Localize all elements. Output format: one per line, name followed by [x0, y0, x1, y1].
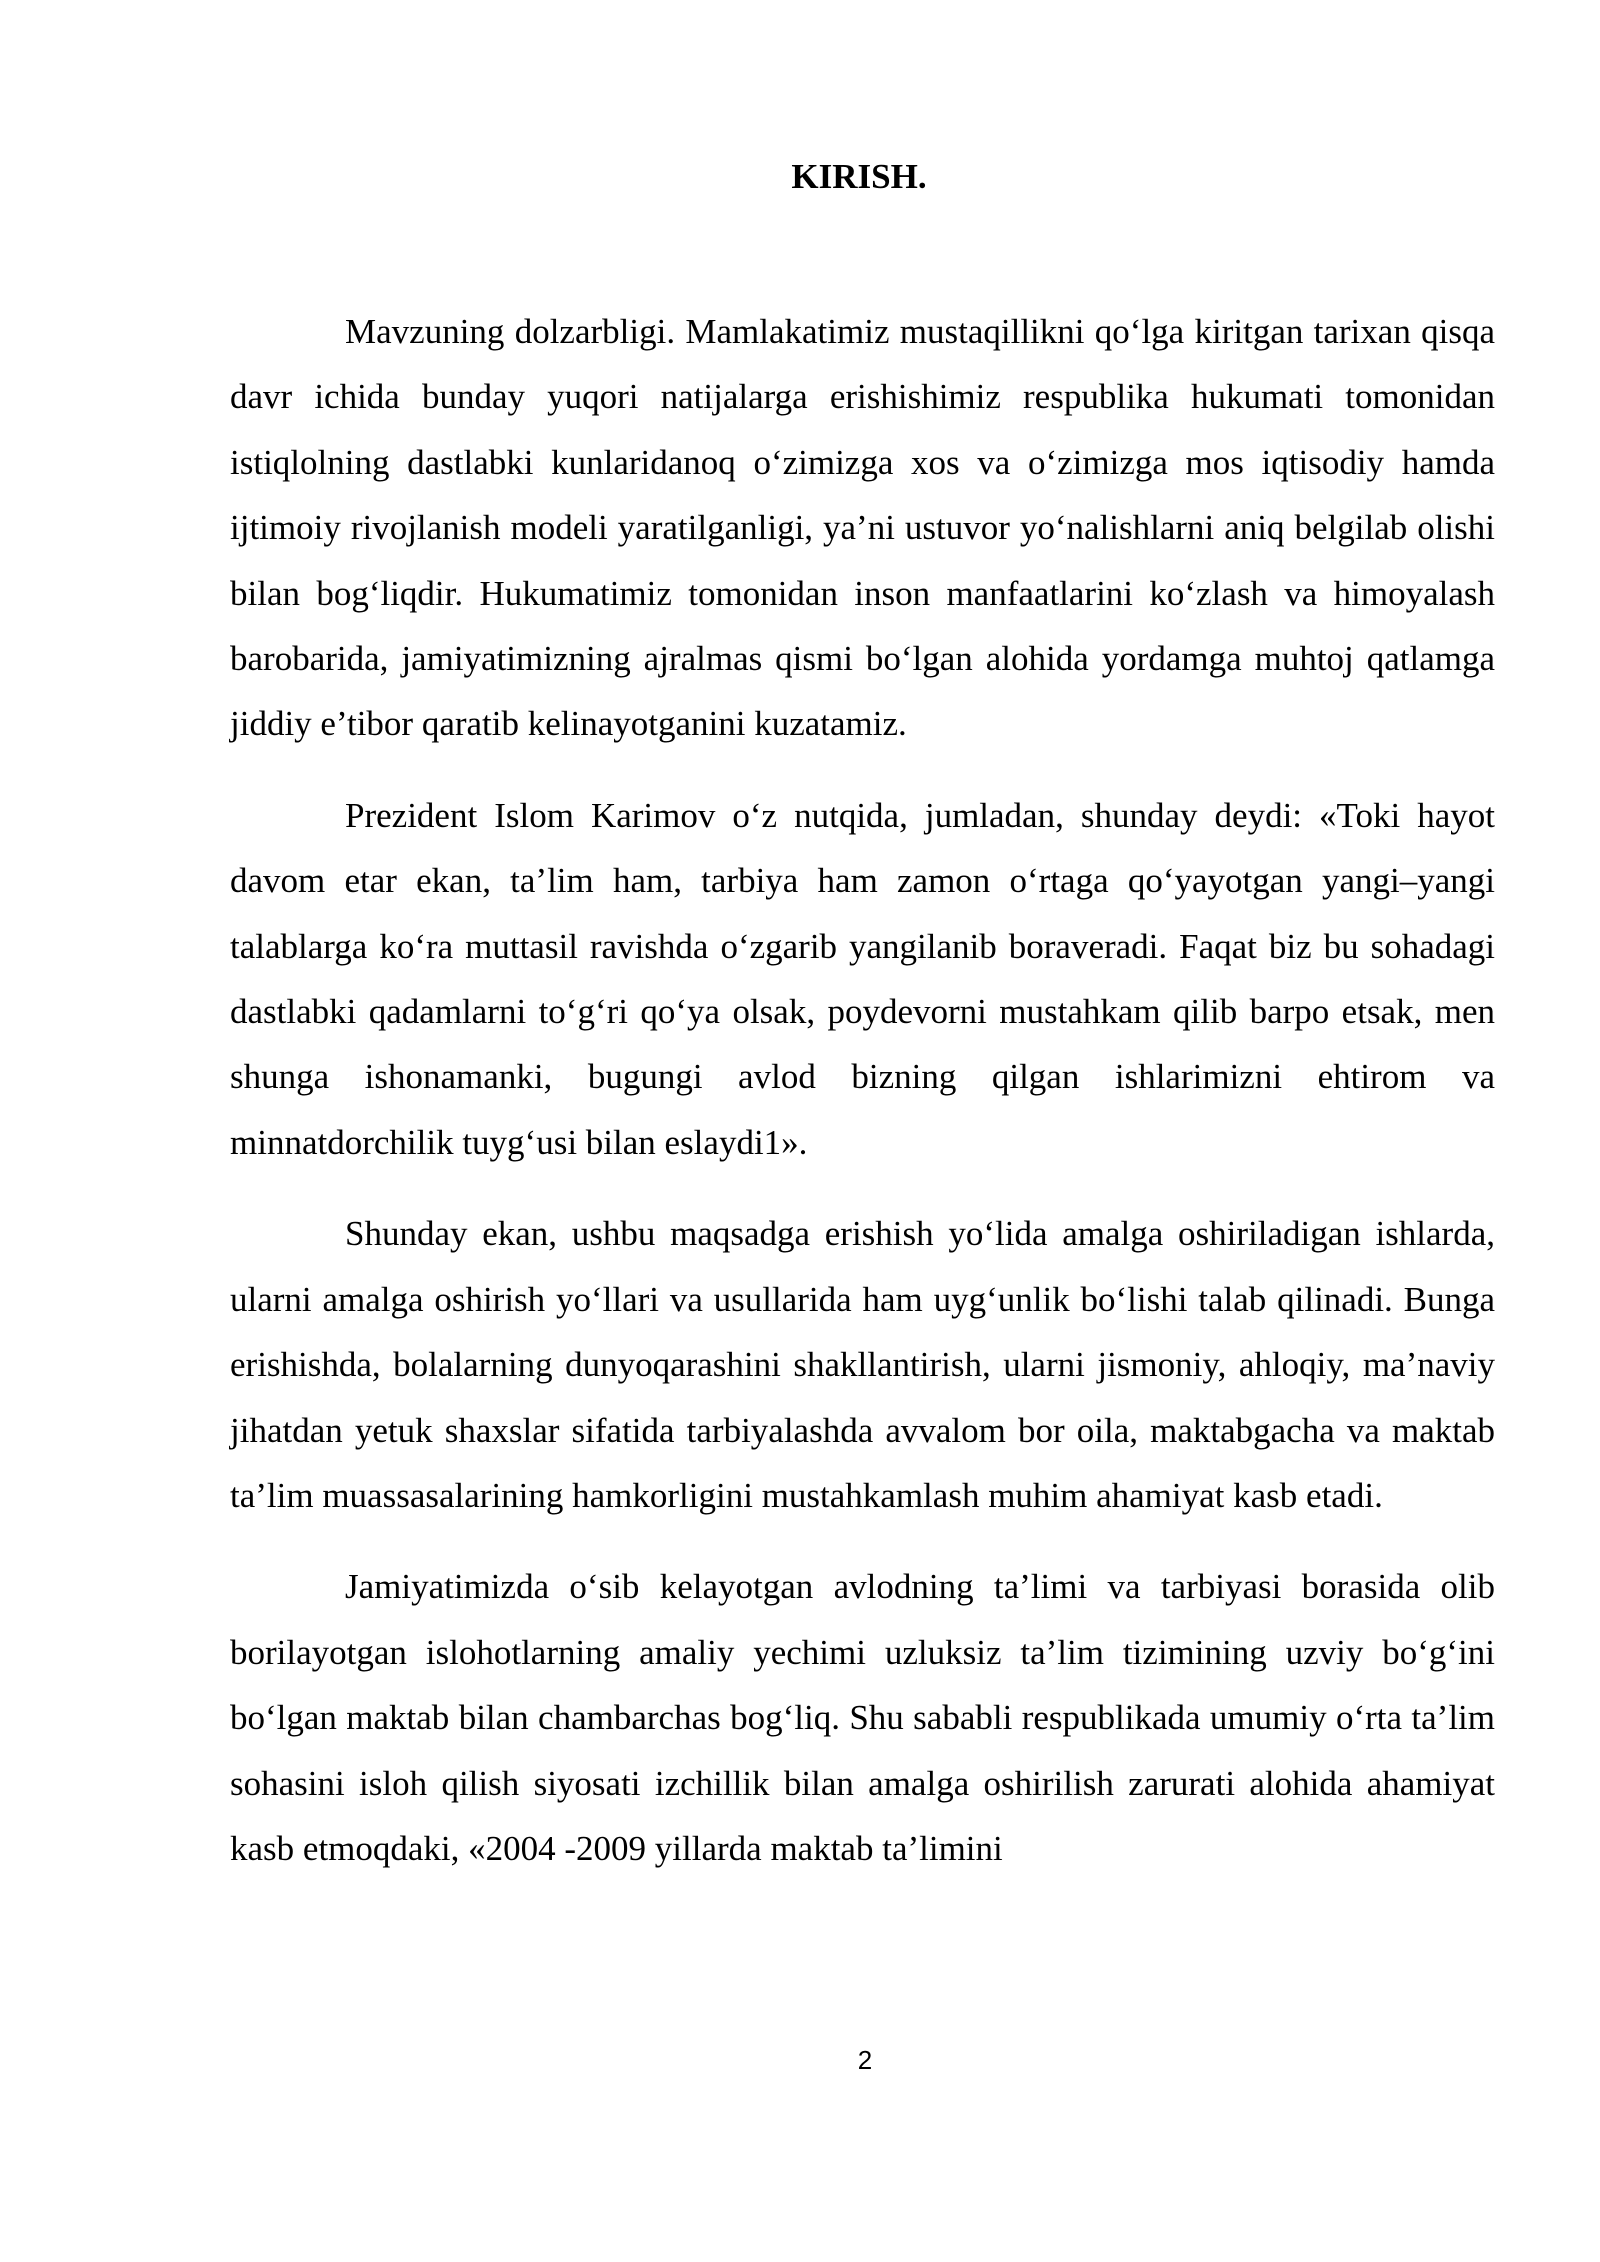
- paragraph-harmony: Shunday ekan, ushbu maqsadga erishish yo‘lida amalga oshiriladigan ishlarda, ularni amalga oshirish yo‘llari va usullarida ham uyg‘unlik bo‘lishi talab qilinadi. Bunga erishishda, bolalarning dunyoqarashini shakllantirish, ularni jismoniy, ahloqiy, ma’naviy jihatdan yetuk shaxslar sifatida tarbiyalashda avvalom bor oila, maktabgacha va maktab ta’lim muassasalarining hamkorligini mustahkamlash muhim ahamiyat kasb etadi.: [230, 1214, 1495, 1515]
- paragraph-relevance: Mavzuning dolzarbligi. Mamlakatimiz mustaqillikni qo‘lga kiritgan tarixan qisqa davr ichida bunday yuqori natijalarga erishishimiz respublika hukumati tomonidan istiqlolning dastlabki kunlaridanoq o‘zimizga xos va o‘zimizga mos iqtisodiy hamda ijtimoiy rivojlanish modeli yaratilganligi, ya’ni ustuvor yo‘nalishlarni aniq belgilab olishi bilan bog‘liqdir. Hukumatimiz tomonidan inson manfaatlarini ko‘zlash va himoyalash barobarida, jamiyatimizning ajralmas qismi bo‘lgan alohida yordamga muhtoj qatlamga jiddiy e’tibor qaratib kelinayotganini kuzatamiz.: [230, 312, 1495, 744]
- page-title: KIRISH.: [791, 157, 927, 196]
- paragraph-president-quote: Prezident Islom Karimov o‘z nutqida, jumladan, shunday deydi: «Toki hayot davom etar ekan, ta’lim ham, tarbiya ham zamon o‘rtaga qo‘yayotgan yangi–yangi talablarga ko‘ra muttasil ravishda o‘zgarib yangilanib boraveradi. Faqat biz bu sohadagi dastlabki qadamlarni to‘g‘ri qo‘ya olsak, poydevorni mustahkam qilib barpo etsak, men shunga ishonamanki, bugungi avlod bizning qilgan ishlarimizni ehtirom va minnatdorchilik tuyg‘usi bilan eslaydi1».: [230, 795, 1495, 1162]
- body-text: [230, 299, 1495, 1907]
- page-number: 2: [857, 2045, 873, 2075]
- paragraph-reforms: Jamiyatimizda o‘sib kelayotgan avlodning ta’limi va tarbiyasi borasida olib borilayotgan islohotlarning amaliy yechimi uzluksiz ta’lim tizimining uzviy bo‘g‘ini bo‘lgan maktab bilan chambarchas bog‘liq. Shu sababli respublikada umumiy o‘rta ta’lim sohasini isloh qilish siyosati izchillik bilan amalga oshirilish zarurati alohida ahamiyat kasb etmoqdaki, «2004 -2009 yillarda maktab ta’limini: [230, 1567, 1495, 1868]
